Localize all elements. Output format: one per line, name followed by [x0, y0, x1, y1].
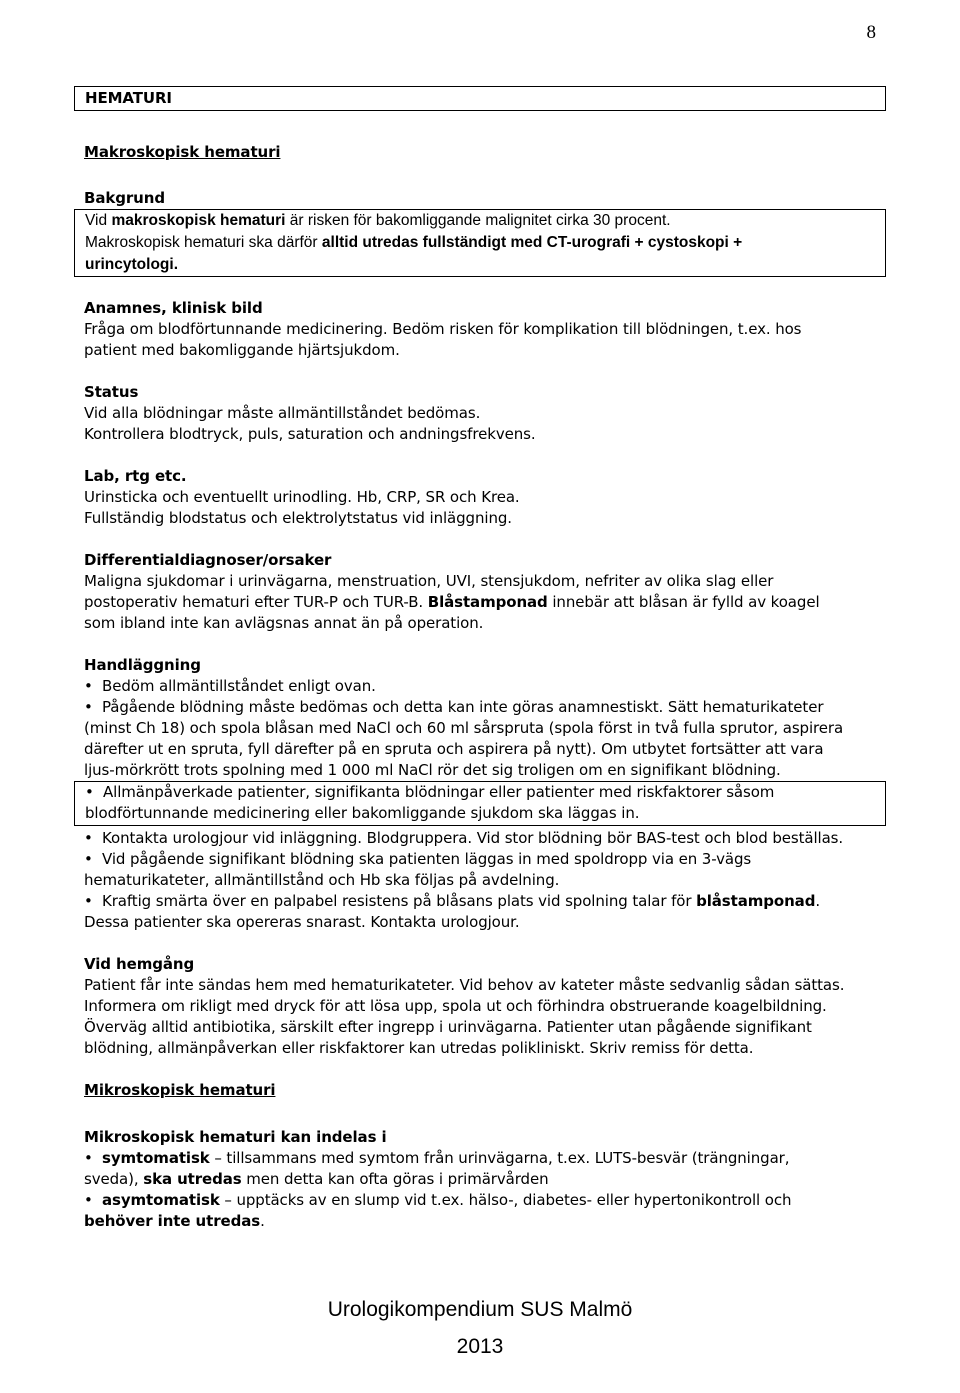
hemgang-line-4: blödning, allmänpåverkan eller riskfaktorer kan utredas polikliniskt. Skriv remiss för detta. [84, 1039, 754, 1057]
section-title-box [74, 86, 886, 111]
mikro-symtomatisk-line-2: sveda), ska utredas men detta kan ofta göras i primärvården [84, 1170, 549, 1188]
hemgang-line-2: Informera om rikligt med dryck för att lösa upp, spola ut och förhindra obstruerande koagelbildning. [84, 997, 827, 1015]
lab-heading: Lab, rtg etc. [84, 467, 187, 485]
handlaggning-b3-line-2: blodförtunnande medicinering eller bakomliggande sjukdom ska läggas in. [85, 804, 640, 822]
status-line-1: Vid alla blödningar måste allmäntillståndet bedömas. [84, 404, 481, 422]
footer-title: Urologikompendium SUS Malmö [327, 1298, 633, 1321]
bakgrund-line-1: Vid makroskopisk hematuri är risken för bakomliggande malignitet cirka 30 procent. [85, 212, 671, 229]
anamnes-line-2: patient med bakomliggande hjärtsjukdom. [84, 341, 400, 359]
diff-heading: Differentialdiagnoser/orsaker [84, 551, 332, 569]
handlaggning-highlight-box [74, 781, 886, 826]
hemgang-heading: Vid hemgång [84, 955, 195, 973]
page-number: 8 [866, 22, 876, 43]
diff-line-3: som ibland inte kan avlägsnas annat än på operation. [84, 614, 484, 632]
handlaggning-bullet-1: • Bedöm allmäntillståndet enligt ovan. [84, 677, 376, 695]
handlaggning-bullet-3: • Allmänpåverkade patienter, signifikanta blödningar eller patienter med riskfaktorer såsom [85, 783, 775, 801]
anamnes-line-1: Fråga om blodförtunnande medicinering. Bedöm risken för komplikation till blödningen, t.ex. hos [84, 320, 802, 338]
lab-line-1: Urinsticka och eventuellt urinodling. Hb, CRP, SR och Krea. [84, 488, 520, 506]
section-title: HEMATURI [85, 89, 172, 107]
status-heading: Status [84, 383, 139, 401]
mikro-heading: Mikroskopisk hematuri [84, 1081, 276, 1099]
hemgang-line-1: Patient får inte sändas hem med hematurikateter. Vid behov av kateter måste sedvanlig sådan sättas. [84, 976, 845, 994]
bakgrund-line-3: urincytologi. [85, 256, 178, 273]
bakgrund-heading: Bakgrund [84, 189, 165, 207]
makro-heading: Makroskopisk hematuri [84, 143, 281, 161]
hemgang-line-3: Överväg alltid antibiotika, särskilt efter ingrepp i urinvägarna. Patienter utan pågående signifikant [84, 1018, 812, 1036]
handlaggning-bullet-5: • Vid pågående signifikant blödning ska patienten läggas in med spoldropp via en 3-vägs [84, 850, 752, 868]
anamnes-heading: Anamnes, klinisk bild [84, 299, 263, 317]
handlaggning-b6-line-2: Dessa patienter ska opereras snarast. Kontakta urologjour. [84, 913, 520, 931]
bakgrund-box [74, 209, 886, 277]
mikro-asymtomatisk-line-2: behöver inte utredas. [84, 1212, 265, 1230]
handlaggning-b2-line-2: (minst Ch 18) och spola blåsan med NaCl och 60 ml sårspruta (spola först in två fulla sprutor, aspirera [84, 719, 844, 737]
handlaggning-b5-line-2: hematurikateter, allmäntillstånd och Hb ska följas på avdelning. [84, 871, 560, 889]
mikro-bullet-symtomatisk: • symtomatisk – tillsammans med symtom från urinvägarna, t.ex. LUTS-besvär (trängningar, [84, 1149, 790, 1167]
page-content [84, 86, 884, 1232]
handlaggning-bullet-6: • Kraftig smärta över en palpabel resistens på blåsans plats vid spolning talar för blåstamponad. [84, 892, 820, 910]
handlaggning-heading: Handläggning [84, 656, 201, 674]
mikro-bullet-asymtomatisk: • asymtomatisk – upptäcks av en slump vid t.ex. hälso-, diabetes- eller hypertonikontroll och [84, 1191, 792, 1209]
mikro-subheading: Mikroskopisk hematuri kan indelas i [84, 1128, 387, 1146]
diff-line-1: Maligna sjukdomar i urinvägarna, menstruation, UVI, stensjukdom, nefriter av olika slag eller [84, 572, 774, 590]
handlaggning-b2-line-3: därefter ut en spruta, fyll därefter på en spruta och aspirera på nytt). Om utbytet fortsätter att vara [84, 740, 824, 758]
bakgrund-line-2: Makroskopisk hematuri ska därför alltid utredas fullständigt med CT-urografi + cystoskopi + [85, 234, 743, 251]
handlaggning-bullet-2: • Pågående blödning måste bedömas och detta kan inte göras anamnestiskt. Sätt hematurikateter [84, 698, 824, 716]
status-line-2: Kontrollera blodtryck, puls, saturation och andningsfrekvens. [84, 425, 536, 443]
lab-line-2: Fullständig blodstatus och elektrolytstatus vid inläggning. [84, 509, 512, 527]
handlaggning-bullet-4: • Kontakta urologjour vid inläggning. Blodgruppera. Vid stor blödning bör BAS-test och blod beställas. [84, 829, 844, 847]
handlaggning-b2-line-4: ljus-mörkrött trots spolning med 1 000 ml NaCl rör det sig troligen om en signifikant blödning. [84, 761, 781, 779]
diff-line-2: postoperativ hematuri efter TUR-P och TUR-B. Blåstamponad innebär att blåsan är fylld av koagel [84, 593, 820, 611]
footer-year: 2013 [456, 1335, 504, 1358]
